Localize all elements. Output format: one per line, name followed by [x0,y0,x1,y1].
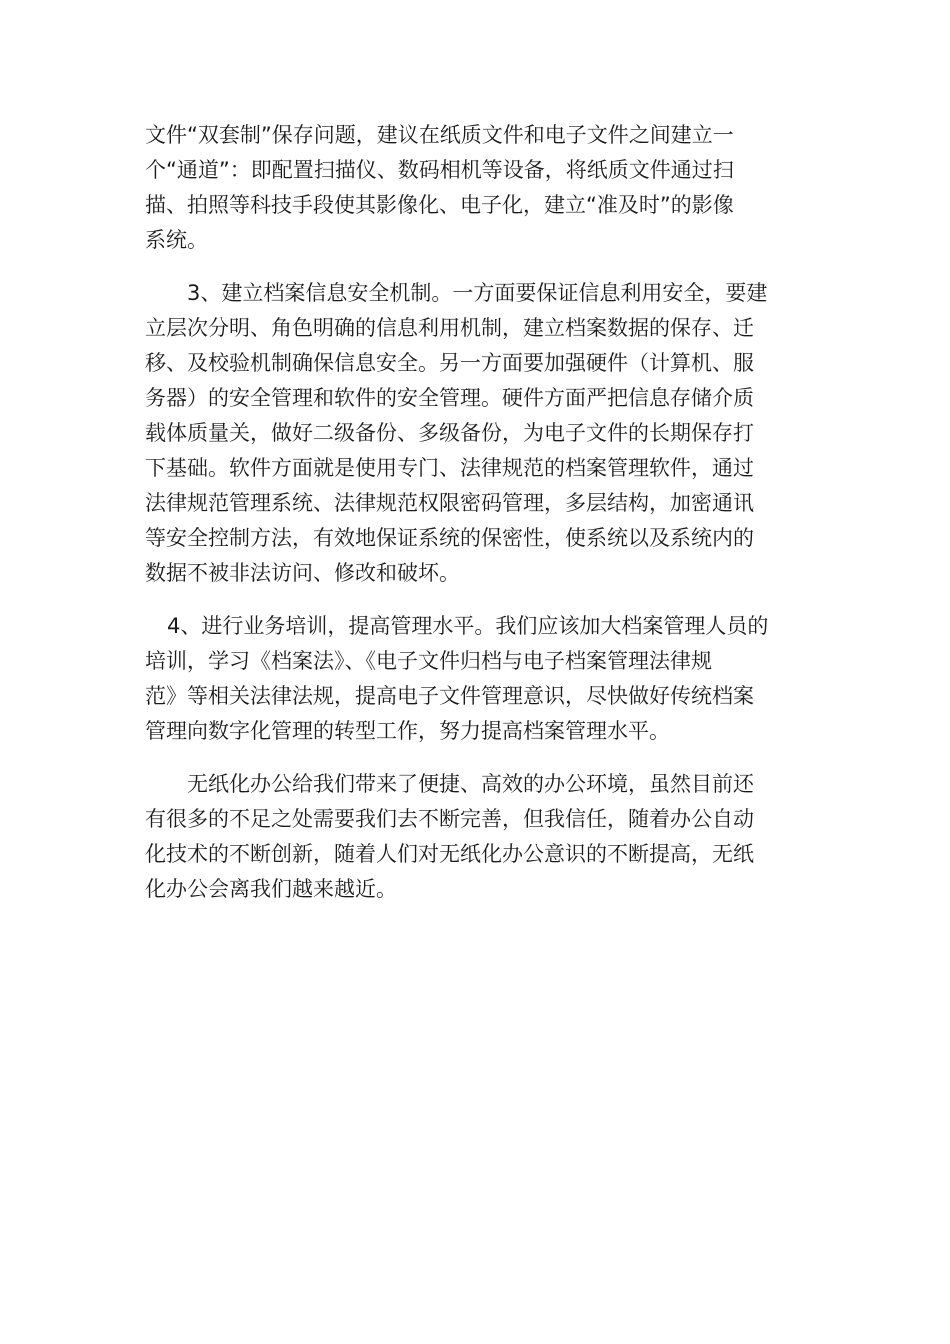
text-line: 管理向数字化管理的转型工作，努力提高档案管理水平。 [145,719,670,743]
text-line: 3、建立档案信息安全机制。一方面要保证信息利用安全，要建 [187,281,768,305]
text-line: 下基础。软件方面就是使用专门、法律规范的档案管理软件，通过 [145,456,754,480]
paragraph-security-mechanism [145,276,805,591]
text-line: 有很多的不足之处需要我们去不断完善，但我信任，随着办公自动 [145,807,754,831]
text-line: 立层次分明、角色明确的信息利用机制，建立档案数据的保存、迁 [145,316,754,340]
text-line: 化办公会离我们越来越近。 [145,877,397,901]
text-line: 描、拍照等科技手段使其影像化、电子化，建立“准及时”的影像 [145,193,734,217]
text-line: 务器）的安全管理和软件的安全管理。硬件方面严把信息存储介质 [145,386,754,410]
document-body [145,118,805,925]
text-line: 无纸化办公给我们带来了便捷、高效的办公环境，虽然目前还 [187,772,754,796]
text-line: 文件“双套制”保存问题，建议在纸质文件和电子文件之间建立一 [145,123,734,147]
paragraph-file-dual-system [145,118,805,258]
text-line: 法律规范管理系统、法律规范权限密码管理，多层结构，加密通讯 [145,491,754,515]
text-line: 培训，学习《档案法》、《电子文件归档与电子档案管理法律规 [145,649,712,673]
text-line: 载体质量关，做好二级备份、多级备份，为电子文件的长期保存打 [145,421,754,445]
paragraph-conclusion [145,767,805,907]
text-line: 化技术的不断创新，随着人们对无纸化办公意识的不断提高，无纸 [145,842,754,866]
text-line: 范》等相关法律法规，提高电子文件管理意识，尽快做好传统档案 [145,684,754,708]
text-line: 数据不被非法访问、修改和破坏。 [145,561,460,585]
text-line: 等安全控制方法，有效地保证系统的保密性，使系统以及系统内的 [145,526,754,550]
text-line: 移、及校验机制确保信息安全。另一方面要加强硬件（计算机、服 [145,351,754,375]
text-line: 4、进行业务培训，提高管理水平。我们应该加大档案管理人员的 [167,614,769,638]
text-line: 系统。 [145,228,208,252]
paragraph-training [145,609,805,749]
text-line: 个“通道”：即配置扫描仪、数码相机等设备，将纸质文件通过扫 [145,158,734,182]
